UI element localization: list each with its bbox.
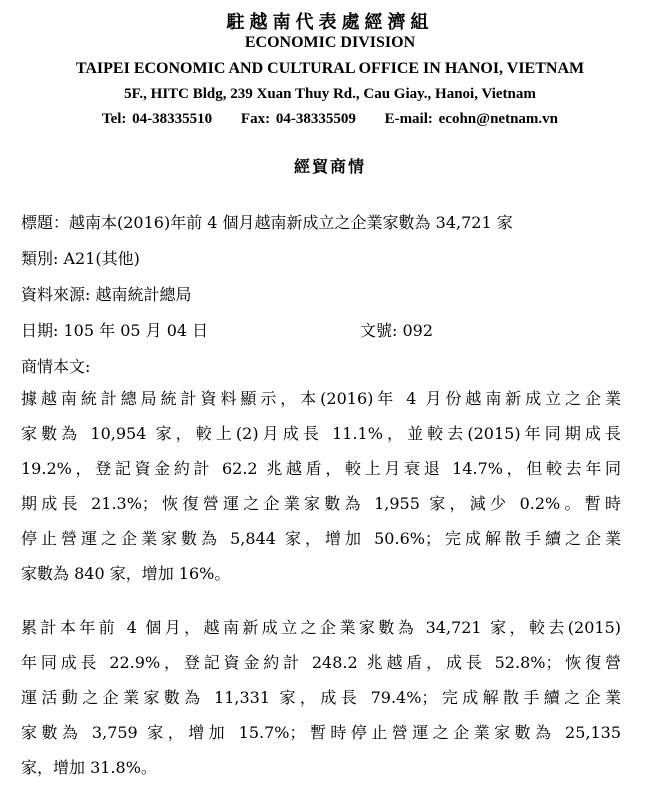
paragraph-line: 期成長 21.3%；恢復營運之企業家數為 1,955 家，減少 0.2%。暫時 xyxy=(21,494,621,513)
subject-line: 標題：越南本(2016)年前 4 個月越南新成立之企業家數為 34,721 家 xyxy=(21,213,513,232)
source-line: 資料來源: 越南統計總局 xyxy=(21,285,192,304)
paragraph-2 xyxy=(21,610,621,785)
contact-line: Tel: 04-38335510 Fax: 04-38335509 E-mail: ecohn@netnam.vn xyxy=(101,111,559,127)
paragraph-line: 累計本年前 4 個月，越南新成立之企業家數為 34,721 家，較去(2015) xyxy=(21,618,621,637)
paragraph-line: 年同成長 22.9%，登記資金約計 248.2 兆越盾，成長 52.8%；恢復營 xyxy=(21,653,621,672)
paragraph-line: 據越南統計總局統計資料顯示，本(2016)年 4 月份越南新成立之企業 xyxy=(21,389,621,408)
paragraph-line: 運活動之企業家數為 11,331 家，成長 79.4%；完成解散手續之企業 xyxy=(21,688,621,707)
section-title: 經貿商情 xyxy=(293,157,366,176)
division-name: ECONOMIC DIVISION xyxy=(244,34,416,51)
doc-number: 文號: 092 xyxy=(360,321,434,340)
date-line: 日期: 105 年 05 月 04 日 xyxy=(21,321,209,340)
paragraph-line: 家數為 10,954 家，較上(2)月成長 11.1%，並較去(2015)年同期成長 xyxy=(21,424,621,443)
paragraph-line: 家，增加 31.8%。 xyxy=(21,758,157,777)
category-line: 類別: A21(其他) xyxy=(21,249,140,268)
paragraph-line: 停止營運之企業家數為 5,844 家，增加 50.6%；完成解散手續之企業 xyxy=(21,529,621,548)
paragraph-line: 家數為 3,759 家，增加 15.7%；暫時停止營運之企業家數為 25,135 xyxy=(21,723,621,742)
paragraph-1 xyxy=(21,381,621,591)
org-chinese-name: 駐越南代表處經濟組 xyxy=(226,12,434,32)
paragraph-line: 家數為 840 家，增加 16%。 xyxy=(21,564,231,583)
body-heading: 商情本文: xyxy=(21,357,91,376)
office-address: 5F., HITC Bldg, 239 Xuan Thuy Rd., Cau Giay., Hanoi, Vietnam xyxy=(124,86,536,102)
paragraph-line: 19.2%，登記資金約計 62.2 兆越盾，較上月衰退 14.7%，但較去年同 xyxy=(21,459,621,478)
office-contact xyxy=(0,111,660,128)
office-name: TAIPEI ECONOMIC AND CULTURAL OFFICE IN HANOI, VIETNAM xyxy=(75,60,585,77)
